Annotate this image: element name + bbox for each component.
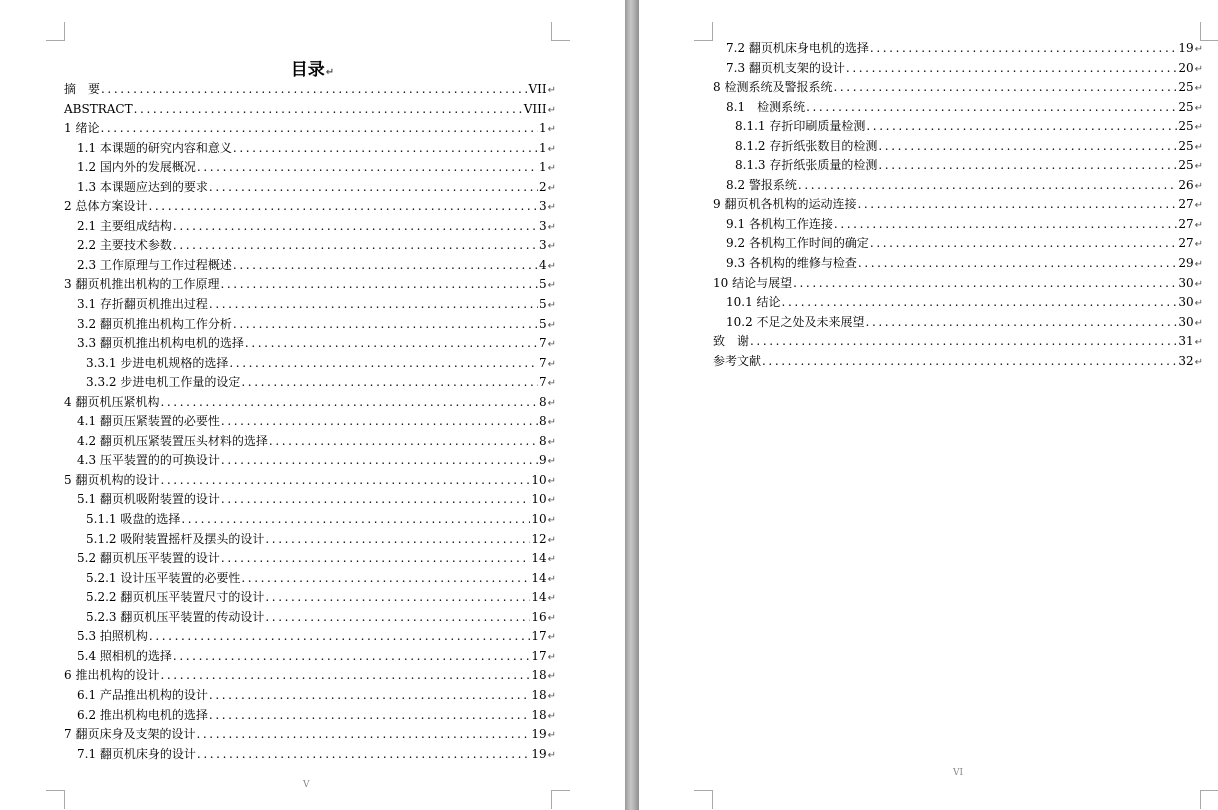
- toc-page-number: 32: [1178, 353, 1194, 368]
- toc-dot-leader: [866, 117, 1177, 137]
- toc-page-number: 25: [1178, 138, 1194, 153]
- toc-entry[interactable]: [64, 334, 556, 354]
- toc-entry[interactable]: [64, 315, 556, 335]
- toc-dot-leader: [846, 59, 1177, 79]
- toc-entry-title: 3.1 存折翻页机推出过程: [77, 297, 208, 312]
- paragraph-mark-icon: ↵: [547, 612, 556, 624]
- paragraph-mark-icon: ↵: [547, 280, 556, 292]
- toc-page-number: 9: [538, 453, 547, 468]
- toc-entry-title: 5.4 照相机的选择: [77, 648, 172, 663]
- toc-entry-title: 10 结论与展望: [713, 275, 793, 290]
- toc-entry-title: 7 翻页床身及支架的设计: [64, 727, 196, 742]
- toc-entry[interactable]: [64, 490, 556, 510]
- paragraph-mark-icon: ↵: [547, 85, 556, 96]
- paragraph-mark-icon: ↵: [1194, 337, 1203, 349]
- toc-page-number: 14: [531, 551, 547, 566]
- toc-entry[interactable]: [713, 332, 1203, 352]
- toc-entry[interactable]: [713, 98, 1203, 118]
- toc-dot-leader: [221, 412, 538, 432]
- toc-entry[interactable]: [64, 549, 556, 569]
- toc-dot-leader: [196, 725, 530, 745]
- toc-entry[interactable]: [64, 530, 556, 550]
- paragraph-mark-icon: ↵: [547, 690, 556, 702]
- toc-page-number: 18: [531, 707, 547, 722]
- paragraph-mark-icon: ↵: [547, 397, 556, 409]
- toc-entry[interactable]: [713, 293, 1203, 313]
- paragraph-mark-icon: ↵: [547, 534, 556, 546]
- paragraph-mark-icon: ↵: [547, 515, 556, 527]
- toc-entry[interactable]: [64, 178, 556, 198]
- toc-entry-title: 3.2 翻页机推出机构工作分析: [77, 316, 232, 331]
- toc-entry-title: 5.1 翻页机吸附装置的设计: [77, 492, 220, 507]
- toc-entry[interactable]: [64, 510, 556, 530]
- paragraph-mark-icon: ↵: [1194, 219, 1203, 231]
- paragraph-mark-icon: ↵: [1194, 200, 1203, 212]
- paragraph-mark-icon: ↵: [1194, 63, 1203, 75]
- toc-entry[interactable]: [64, 471, 556, 491]
- toc-page-number: 18: [531, 668, 547, 683]
- toc-entry[interactable]: [64, 158, 556, 178]
- toc-dot-leader: [269, 432, 538, 452]
- toc-dot-leader: [209, 686, 530, 706]
- toc-page-number: 1: [538, 160, 547, 175]
- toc-entry[interactable]: [713, 176, 1203, 196]
- toc-entry-title: 1 绪论: [64, 121, 100, 136]
- toc-dot-leader: [209, 295, 538, 315]
- page-gutter: [625, 0, 639, 810]
- toc-page-number: 19: [531, 746, 547, 761]
- toc-dot-leader: [173, 236, 538, 256]
- toc-entry-title: 2.3 工作原理与工作过程概述: [77, 257, 232, 272]
- toc-entry-title: 4.3 压平装置的的可换设计: [77, 453, 220, 468]
- paragraph-mark-icon: ↵: [547, 260, 556, 272]
- toc-dot-leader: [101, 80, 527, 100]
- toc-entry[interactable]: [64, 139, 556, 159]
- toc-page-number: 30: [1178, 275, 1194, 290]
- page-number-footer: Ⅴ: [303, 780, 310, 790]
- paragraph-mark-icon: ↵: [1194, 239, 1203, 251]
- toc-page-number: 31: [1178, 334, 1194, 349]
- toc-dot-leader: [197, 745, 530, 765]
- toc-entry-title: 7.2 翻页机床身电机的选择: [726, 41, 869, 55]
- paragraph-mark-icon: ↵: [1194, 102, 1203, 114]
- paragraph-mark-icon: ↵: [547, 202, 556, 214]
- paragraph-mark-icon: ↵: [547, 475, 556, 487]
- toc-entry[interactable]: [713, 195, 1203, 215]
- paragraph-mark-icon: ↵: [547, 554, 556, 566]
- toc-entry-title: 7.1 翻页机床身的设计: [77, 746, 196, 761]
- paragraph-mark-icon: ↵: [547, 710, 556, 722]
- toc-entry[interactable]: [713, 274, 1203, 294]
- paragraph-mark-icon: ↵: [547, 671, 556, 683]
- paragraph-mark-icon: ↵: [1194, 83, 1203, 95]
- paragraph-mark-icon: ↵: [1194, 259, 1203, 271]
- toc-dot-leader: [858, 254, 1177, 274]
- toc-entry-title: 5 翻页机构的设计: [64, 472, 160, 487]
- toc-page-number: 8: [538, 414, 547, 429]
- toc-entry[interactable]: [64, 275, 556, 295]
- toc-page-number: 17: [531, 629, 547, 644]
- toc-page-number: 8: [538, 394, 547, 409]
- toc-page-number: 25: [1178, 99, 1194, 114]
- toc-dot-leader: [233, 139, 538, 159]
- paragraph-mark-icon: ↵: [1194, 141, 1203, 153]
- toc-entry[interactable]: [64, 80, 556, 100]
- toc-dot-leader: [245, 334, 538, 354]
- toc-dot-leader: [806, 98, 1177, 118]
- toc-dot-leader: [160, 471, 530, 491]
- toc-dot-leader: [265, 588, 530, 608]
- crop-mark-top-left: [46, 22, 65, 41]
- paragraph-mark-icon: ↵: [1194, 161, 1203, 173]
- toc-entry[interactable]: [713, 234, 1203, 254]
- toc-entry-title: 6.1 产品推出机构的设计: [77, 687, 208, 702]
- toc-entry-title: 8 检测系统及警报系统: [713, 80, 833, 95]
- paragraph-mark-icon: ↵: [1194, 317, 1203, 329]
- toc-entry[interactable]: [713, 156, 1203, 176]
- paragraph-mark-icon: ↵: [1194, 180, 1203, 192]
- toc-entry-title: 10.1 结论: [726, 295, 781, 310]
- crop-mark-bottom-right: [551, 790, 570, 809]
- paragraph-mark-icon: ↵: [547, 417, 556, 429]
- toc-entry-title: 5.3 拍照机构: [77, 629, 148, 644]
- toc-entry-title: 3 翻页机推出机构的工作原理: [64, 277, 220, 292]
- toc-page-number: 1: [538, 140, 547, 155]
- toc-entry[interactable]: [64, 745, 556, 765]
- toc-entry[interactable]: [64, 569, 556, 589]
- toc-dot-leader: [209, 706, 530, 726]
- toc-entry-title: 8.2 警报系统: [726, 177, 797, 192]
- toc-page-number: 14: [531, 570, 547, 585]
- toc-entry-title: 1.1 本课题的研究内容和意义: [77, 140, 232, 155]
- toc-dot-leader: [134, 100, 523, 120]
- toc-entry[interactable]: [64, 647, 556, 667]
- paragraph-mark-icon: ↵: [1194, 356, 1203, 368]
- toc-dot-leader: [220, 275, 538, 295]
- toc-entry[interactable]: [713, 59, 1203, 79]
- paragraph-mark-icon: ↵: [547, 143, 556, 155]
- paragraph-mark-icon: ↵: [547, 730, 556, 742]
- toc-dot-leader: [762, 352, 1177, 372]
- paragraph-mark-icon: ↵: [547, 163, 556, 175]
- toc-entry-title: 4.1 翻页压紧装置的必要性: [77, 414, 220, 429]
- toc-entry-title: 9 翻页机各机构的运动连接: [713, 197, 857, 212]
- toc-page-number: 10: [531, 472, 547, 487]
- toc-page-number: 10: [531, 512, 547, 527]
- toc-entry-title: 8.1 检测系统: [726, 99, 806, 114]
- toc-dot-leader: [233, 256, 538, 276]
- toc-entry[interactable]: [64, 666, 556, 686]
- toc-entry-title: 3.3.2 步进电机工作量的设定: [86, 375, 241, 390]
- toc-entry-title: 2.2 主要技术参数: [77, 238, 172, 253]
- toc-entry[interactable]: [713, 352, 1203, 372]
- toc-dot-leader: [221, 490, 530, 510]
- paragraph-mark-icon: ↵: [1194, 298, 1203, 310]
- toc-title: 目录↵: [290, 60, 335, 80]
- toc-dot-leader: [782, 293, 1178, 313]
- toc-entry[interactable]: [64, 608, 556, 628]
- toc-entry-title: 5.2.1 设计压平装置的必要性: [86, 570, 241, 585]
- toc-dot-leader: [833, 78, 1177, 98]
- toc-page-number: 18: [531, 687, 547, 702]
- crop-mark-top-right: [551, 22, 570, 41]
- paragraph-mark-icon: ↵: [547, 124, 556, 136]
- toc-entry[interactable]: [713, 215, 1203, 235]
- toc-dot-leader: [750, 332, 1177, 352]
- toc-entry-title: 7.3 翻页机支架的设计: [726, 60, 845, 75]
- toc-entry-title: 8.1.3 存折纸张质量的检测: [735, 158, 878, 173]
- toc-dot-leader: [857, 195, 1177, 215]
- toc-dot-leader: [866, 313, 1178, 333]
- paragraph-mark-icon: ↵: [547, 456, 556, 468]
- paragraph-mark-icon: ↵: [547, 241, 556, 253]
- toc-entry[interactable]: [64, 393, 556, 413]
- toc-entry-title: 10.2 不足之处及未来展望: [726, 314, 865, 329]
- toc-entry[interactable]: [64, 627, 556, 647]
- toc-page-number: 29: [1178, 256, 1194, 271]
- toc-entry[interactable]: [64, 451, 556, 471]
- toc-page-number: 12: [531, 531, 547, 546]
- toc-page-number: 5: [538, 277, 547, 292]
- paragraph-mark-icon: ↵: [547, 300, 556, 312]
- toc-dot-leader: [209, 178, 538, 198]
- toc-page-number: 10: [531, 492, 547, 507]
- toc-dot-leader: [221, 451, 538, 471]
- toc-entry-title: 5.2.2 翻页机压平装置尺寸的设计: [86, 590, 265, 605]
- toc-entry-title: 3.3.1 步进电机规格的选择: [86, 355, 229, 370]
- toc-entry-title: 5.1.1 吸盘的选择: [86, 512, 181, 527]
- toc-entry-title: 2 总体方案设计: [64, 199, 148, 214]
- toc-entry-title: 6.2 推出机构电机的选择: [77, 707, 208, 722]
- toc-page-number: 30: [1178, 295, 1194, 310]
- toc-entry-title: 5.2.3 翻页机压平装置的传动设计: [86, 609, 265, 624]
- toc-entry-title: 5.1.2 吸附装置摇杆及摆头的设计: [86, 531, 265, 546]
- crop-mark-bottom-left: [46, 790, 65, 809]
- paragraph-mark-icon: ↵: [1194, 44, 1203, 55]
- toc-dot-leader: [793, 274, 1177, 294]
- paragraph-mark-icon: ↵: [547, 495, 556, 507]
- toc-dot-leader: [173, 217, 538, 237]
- toc-dot-leader: [160, 666, 530, 686]
- paragraph-mark-icon: ↵: [547, 221, 556, 233]
- toc-page-number: 14: [531, 590, 547, 605]
- toc-dot-leader: [160, 393, 538, 413]
- toc-page-number: 25: [1178, 80, 1194, 95]
- toc-page-number: 7: [538, 355, 547, 370]
- toc-entry-title: 4.2 翻页机压紧装置压头材料的选择: [77, 433, 268, 448]
- crop-mark-bottom-left: [694, 790, 713, 809]
- toc-list-left: [64, 80, 556, 764]
- toc-entry[interactable]: [713, 78, 1203, 98]
- toc-entry[interactable]: [64, 354, 556, 374]
- paragraph-mark-icon: ↵: [547, 182, 556, 194]
- toc-entry-title: 1.3 本课题应达到的要求: [77, 179, 208, 194]
- toc-entry[interactable]: [713, 254, 1203, 274]
- toc-dot-leader: [878, 156, 1177, 176]
- toc-entry-title: 参考文献: [713, 353, 762, 368]
- toc-page-number: 3: [538, 238, 547, 253]
- toc-dot-leader: [241, 373, 538, 393]
- toc-page-number: 5: [538, 316, 547, 331]
- toc-entry[interactable]: [64, 706, 556, 726]
- toc-page-number: 3: [538, 199, 547, 214]
- toc-page-number: 19: [1178, 41, 1194, 55]
- toc-page-number: 25: [1178, 158, 1194, 173]
- paragraph-mark-icon: ↵: [547, 593, 556, 605]
- toc-page-number: 5: [538, 297, 547, 312]
- toc-entry-title: 3.3 翻页机推出机构电机的选择: [77, 336, 244, 351]
- toc-entry-title: 8.1.1 存折印刷质量检测: [735, 119, 866, 134]
- paragraph-mark-icon: ↵: [1194, 122, 1203, 134]
- toc-list-right: [713, 39, 1203, 371]
- paragraph-mark-icon: ↵: [547, 436, 556, 448]
- toc-dot-leader: [878, 137, 1177, 157]
- toc-entry-title: 摘 要: [64, 82, 101, 96]
- crop-mark-top-left: [694, 22, 713, 41]
- toc-page-number: 17: [531, 648, 547, 663]
- toc-entry[interactable]: [64, 295, 556, 315]
- toc-entry[interactable]: [64, 432, 556, 452]
- toc-entry[interactable]: [64, 686, 556, 706]
- toc-page-number: 1: [538, 121, 547, 136]
- toc-entry-title: 9.3 各机构的维修与检查: [726, 256, 857, 271]
- paragraph-mark-icon: ↵: [547, 573, 556, 585]
- toc-entry-title: 4 翻页机压紧机构: [64, 394, 160, 409]
- toc-page-number: 2: [538, 179, 547, 194]
- paragraph-mark-icon: ↵: [547, 104, 556, 116]
- toc-entry-title: 9.1 各机构工作连接: [726, 216, 833, 231]
- toc-entry-title: 1.2 国内外的发展概况: [77, 160, 196, 175]
- crop-mark-bottom-right: [1200, 790, 1218, 809]
- toc-dot-leader: [798, 176, 1177, 196]
- toc-entry[interactable]: [713, 313, 1203, 333]
- toc-entry[interactable]: [713, 137, 1203, 157]
- toc-entry-title: ABSTRACT: [64, 101, 133, 116]
- toc-entry[interactable]: [64, 119, 556, 139]
- toc-page-number: 27: [1178, 216, 1194, 231]
- toc-entry[interactable]: [64, 256, 556, 276]
- toc-entry-title: 致 谢: [713, 334, 750, 349]
- toc-dot-leader: [197, 158, 538, 178]
- toc-dot-leader: [834, 215, 1177, 235]
- toc-page-number: VIII: [523, 101, 547, 116]
- page-number-footer: VI: [953, 768, 964, 778]
- toc-dot-leader: [173, 647, 530, 667]
- paragraph-mark-icon: ↵: [1194, 278, 1203, 290]
- toc-page-number: 20: [1178, 60, 1194, 75]
- toc-dot-leader: [229, 354, 538, 374]
- toc-entry[interactable]: [713, 39, 1203, 59]
- toc-page-number: 7: [538, 336, 547, 351]
- toc-page-number: 30: [1178, 314, 1194, 329]
- toc-entry[interactable]: [713, 117, 1203, 137]
- toc-entry-title: 8.1.2 存折纸张数目的检测: [735, 138, 878, 153]
- toc-entry[interactable]: [64, 217, 556, 237]
- toc-entry-title: 9.2 各机构工作时间的确定: [726, 236, 869, 251]
- toc-dot-leader: [149, 627, 530, 647]
- toc-page-number: 19: [531, 727, 547, 742]
- paragraph-mark-icon: ↵: [547, 339, 556, 351]
- paragraph-mark-icon: ↵: [547, 378, 556, 390]
- toc-page-number: 4: [538, 257, 547, 272]
- toc-page-number: 26: [1178, 177, 1194, 192]
- toc-dot-leader: [148, 197, 538, 217]
- toc-page-number: 7: [538, 375, 547, 390]
- toc-page-number: 3: [538, 218, 547, 233]
- paragraph-mark-icon: ↵: [547, 651, 556, 663]
- toc-entry-title: 5.2 翻页机压平装置的设计: [77, 551, 220, 566]
- toc-dot-leader: [870, 39, 1177, 59]
- toc-entry-title: 6 推出机构的设计: [64, 668, 160, 683]
- toc-entry[interactable]: [64, 588, 556, 608]
- toc-dot-leader: [233, 315, 538, 335]
- toc-entry[interactable]: [64, 725, 556, 745]
- toc-dot-leader: [870, 234, 1177, 254]
- toc-page-number: 27: [1178, 197, 1194, 212]
- paragraph-mark-icon: ↵: [547, 632, 556, 644]
- toc-dot-leader: [181, 510, 530, 530]
- toc-dot-leader: [100, 119, 538, 139]
- toc-page-number: 25: [1178, 119, 1194, 134]
- toc-page-number: VII: [528, 82, 547, 96]
- toc-entry[interactable]: [64, 412, 556, 432]
- toc-page-number: 8: [538, 433, 547, 448]
- paragraph-mark-icon: ↵: [547, 749, 556, 761]
- toc-dot-leader: [221, 549, 530, 569]
- toc-page-number: 16: [531, 609, 547, 624]
- toc-dot-leader: [265, 530, 530, 550]
- toc-entry-title: 2.1 主要组成结构: [77, 218, 172, 233]
- toc-page-number: 27: [1178, 236, 1194, 251]
- toc-entry[interactable]: [64, 100, 556, 120]
- toc-entry[interactable]: [64, 236, 556, 256]
- paragraph-mark-icon: ↵: [547, 358, 556, 370]
- toc-entry[interactable]: [64, 197, 556, 217]
- toc-dot-leader: [241, 569, 530, 589]
- toc-dot-leader: [265, 608, 530, 628]
- toc-entry[interactable]: [64, 373, 556, 393]
- paragraph-mark-icon: ↵: [547, 319, 556, 331]
